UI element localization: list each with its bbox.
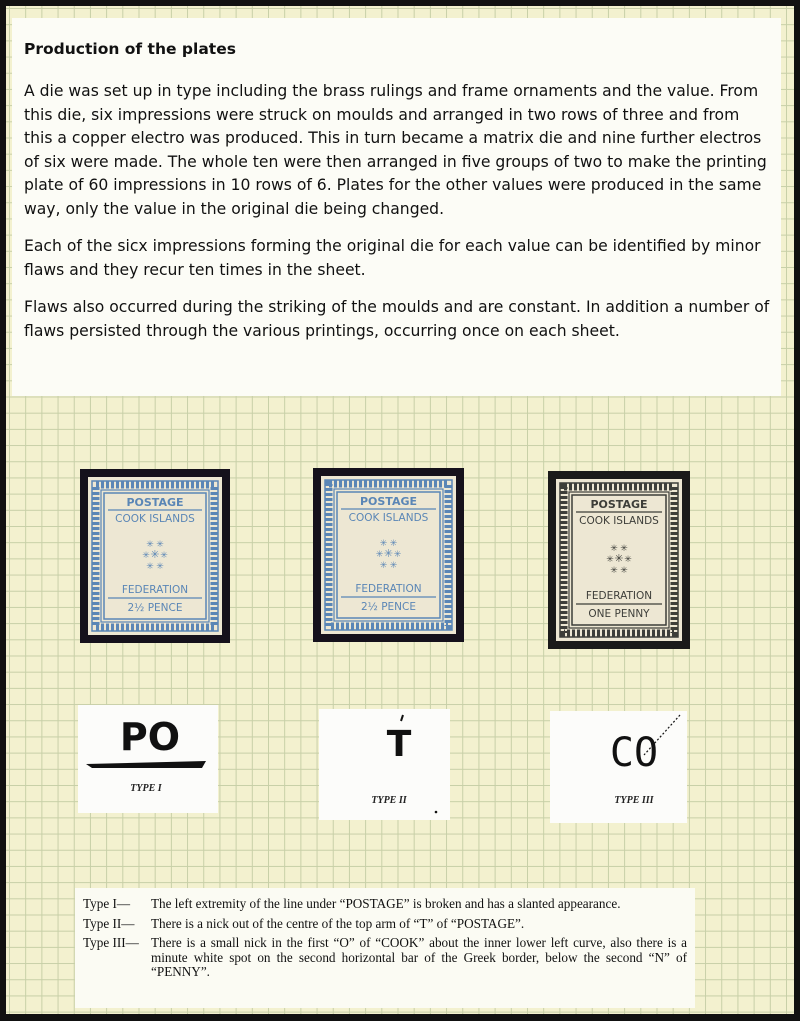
stamp-star-ornament: ✳ <box>156 562 164 572</box>
stamp-star-ornament: ✳ <box>142 551 150 561</box>
stamp-value-text: 2½ PENCE <box>361 601 416 613</box>
stamp-federation-text: FEDERATION <box>585 590 653 602</box>
type-1-label: TYPE I <box>130 783 162 794</box>
stamp-federation-text: FEDERATION <box>355 583 422 595</box>
stamp-star-ornament: ✳ <box>150 548 160 561</box>
stamp-star-ornament: ✳ <box>610 544 618 554</box>
stamp-star-ornament: ✳ <box>146 540 154 550</box>
stamp-one-penny <box>556 479 682 641</box>
type-3-glyph: CO <box>609 730 659 776</box>
stamp-star-ornament: ✳ <box>393 550 402 560</box>
stamp-postage-text: POSTAGE <box>359 495 418 508</box>
stamp-mount-3 <box>548 471 690 649</box>
stamp-value-text: ONE PENNY <box>588 608 650 620</box>
stamp-federation-text: FEDERATION <box>121 584 189 596</box>
type-descriptions <box>75 888 695 1008</box>
stamp-star-ornament: ✳ <box>620 566 628 576</box>
description-type-label: Type III— <box>83 935 139 950</box>
type-2-nick-marker <box>401 715 403 721</box>
paragraph-impressions: Each of the sicx impressions forming the original die for each value can be identified by minor flaws and they recur ten times in the sheet. <box>24 237 761 279</box>
description-type-label: Type I— <box>83 896 131 911</box>
stamp-star-ornament: ✳ <box>379 561 388 571</box>
type-card-3 <box>550 711 687 823</box>
stamp-star-ornament: ✳ <box>375 550 384 560</box>
description-type-label: Type II— <box>83 915 135 931</box>
description-text: There is a nick out of the centre of the top arm of “T” of “POSTAGE”. <box>151 915 525 931</box>
description-text: The left extremity of the line under “POSTAGE” is broken and has a slanted appearance. <box>151 896 621 911</box>
stamp-star-ornament: ✳ <box>160 551 168 561</box>
stamp-star-ornament: ✳ <box>620 544 628 554</box>
description-panel <box>12 18 781 396</box>
stamp-star-ornament: ✳ <box>610 566 618 576</box>
paragraph-flaws: Flaws also occurred during the striking of the moulds and are constant. In addition a number of flaws persisted through the various printings, occurring once on each sheet. <box>24 298 770 340</box>
description-type-3 <box>83 936 687 980</box>
stamp-star-ornament: ✳ <box>389 561 398 571</box>
stamp-country-text: COOK ISLANDS <box>579 515 659 527</box>
stamp-2-half-pence-a <box>88 477 222 635</box>
description-type-2 <box>83 917 687 932</box>
stamp-star-ornament: ✳ <box>606 555 614 565</box>
stamp-star-ornament: ✳ <box>624 555 632 565</box>
type-card-2 <box>319 709 450 820</box>
album-page <box>6 6 794 1014</box>
type-3-label: TYPE III <box>614 795 654 806</box>
stamp-postage-text: POSTAGE <box>126 496 184 509</box>
stamp-star-ornament: ✳ <box>383 547 394 560</box>
type-2-dot <box>435 811 438 814</box>
type-2-label: TYPE II <box>371 795 407 806</box>
type-card-1 <box>78 705 218 813</box>
description-type-1 <box>83 897 687 912</box>
stamp-postage-text: POSTAGE <box>590 498 648 511</box>
stamp-mount-1 <box>80 469 230 643</box>
stamp-star-ornament: ✳ <box>379 539 388 549</box>
stamp-mount-2 <box>313 468 464 642</box>
type-2-glyph: T <box>386 724 412 765</box>
type-1-glyph: PO <box>119 715 181 759</box>
type-1-underline <box>86 761 206 768</box>
stamp-value-text: 2½ PENCE <box>127 602 183 614</box>
description-text: There is a small nick in the first “O” of “COOK” about the inner lower left curve, also there is a minute white spot on the second horizontal bar of the Greek border, below the second “N” of “PENNY”. <box>151 935 687 979</box>
paragraph-die: A die was set up in type including the brass rulings and frame ornaments and the value. From this die, six impressions were struck on moulds and arranged in two rows of three and from this a copper electro was produced. This in turn became a matrix die and nine further electros of six were made. The whole ten were then arranged in five groups of two to make the printing plate of 60 impressions in 10 rows of 6. Plates for the other values were produced in the same way, only the value in the original die being changed. <box>24 82 767 218</box>
page-title: Production of the plates <box>24 40 236 58</box>
stamp-star-ornament: ✳ <box>156 540 164 550</box>
stamp-country-text: COOK ISLANDS <box>348 512 429 524</box>
stamp-star-ornament: ✳ <box>389 539 398 549</box>
stamp-star-ornament: ✳ <box>614 552 624 565</box>
stamp-star-ornament: ✳ <box>146 562 154 572</box>
stamp-country-text: COOK ISLANDS <box>115 513 195 525</box>
stamp-2-half-pence-b <box>321 476 456 634</box>
